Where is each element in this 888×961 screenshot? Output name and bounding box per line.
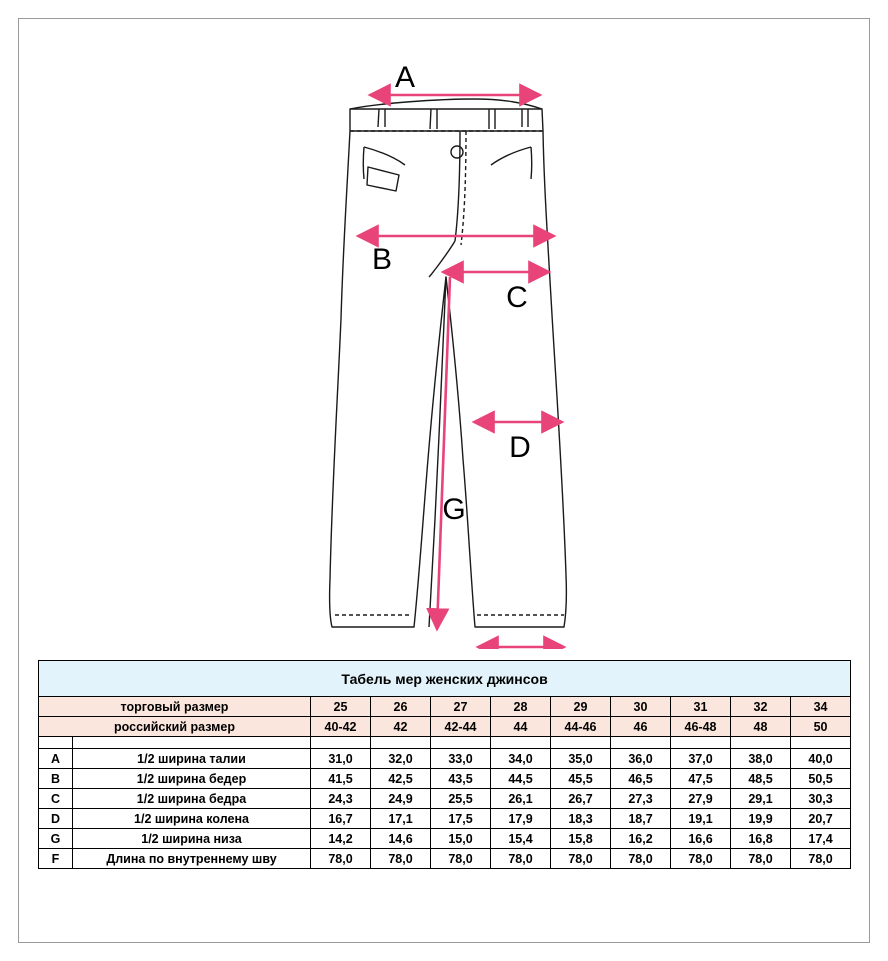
label-d: D [509,431,531,464]
row-g-v5: 16,2 [611,829,671,849]
russian-size-3: 44 [491,717,551,737]
row-c-v0: 24,3 [311,789,371,809]
row-f-v0: 78,0 [311,849,371,869]
row-b-v1: 42,5 [371,769,431,789]
label-b: B [371,243,393,276]
label-c: C [506,281,528,314]
row-g-v2: 15,0 [431,829,491,849]
russian-size-6: 46-48 [671,717,731,737]
row-f-v2: 78,0 [431,849,491,869]
row-name-c: 1/2 ширина бедра [73,789,311,809]
table-title-row [39,661,851,697]
row-c-v6: 27,9 [671,789,731,809]
russian-size-4: 44-46 [551,717,611,737]
row-c-v3: 26,1 [491,789,551,809]
russian-size-8: 50 [791,717,851,737]
row-b-v6: 47,5 [671,769,731,789]
row-a-v0: 31,0 [311,749,371,769]
row-b-v3: 44,5 [491,769,551,789]
table-row [39,809,851,829]
row-name-f: Длина по внутреннему шву [73,849,311,869]
row-g-v1: 14,6 [371,829,431,849]
row-g-v3: 15,4 [491,829,551,849]
row-letter-a: A [39,749,73,769]
table-row [39,769,851,789]
row-c-v4: 26,7 [551,789,611,809]
row-d-v8: 20,7 [791,809,851,829]
row-a-v5: 36,0 [611,749,671,769]
row-g-v8: 17,4 [791,829,851,849]
row-d-v6: 19,1 [671,809,731,829]
row-a-v6: 37,0 [671,749,731,769]
row-letter-f: F [39,849,73,869]
russian-size-7: 48 [731,717,791,737]
row-b-v5: 46,5 [611,769,671,789]
size-table [38,660,851,869]
row-a-v3: 34,0 [491,749,551,769]
row-letter-b: B [39,769,73,789]
row-name-d: 1/2 ширина колена [73,809,311,829]
russian-size-1: 42 [371,717,431,737]
size-table-wrapper [38,660,850,869]
row-name-a: 1/2 ширина талии [73,749,311,769]
row-a-v7: 38,0 [731,749,791,769]
table-row [39,749,851,769]
trade-size-3: 28 [491,697,551,717]
row-d-v2: 17,5 [431,809,491,829]
row-a-v8: 40,0 [791,749,851,769]
row-f-v8: 78,0 [791,849,851,869]
row-d-v1: 17,1 [371,809,431,829]
russian-size-0: 40-42 [311,717,371,737]
row-c-v8: 30,3 [791,789,851,809]
row-c-v1: 24,9 [371,789,431,809]
row-g-v7: 16,8 [731,829,791,849]
label-g: G [442,493,466,526]
row-g-v0: 14,2 [311,829,371,849]
row-name-b: 1/2 ширина бедер [73,769,311,789]
row-name-g: 1/2 ширина низа [73,829,311,849]
measure-arrows [358,95,564,647]
table-row [39,849,851,869]
row-f-v7: 78,0 [731,849,791,869]
table-row [39,789,851,809]
russian-size-2: 42-44 [431,717,491,737]
header-row-trade-size [39,697,851,717]
table-row [39,829,851,849]
trade-size-7: 32 [731,697,791,717]
header-row-russian-size [39,717,851,737]
row-g-v6: 16,6 [671,829,731,849]
row-b-v4: 45,5 [551,769,611,789]
label-a: A [394,61,416,94]
row-letter-c: C [39,789,73,809]
trade-size-1: 26 [371,697,431,717]
trade-size-2: 27 [431,697,491,717]
russian-size-5: 46 [611,717,671,737]
table-title: Табель мер женских джинсов [39,661,851,697]
jeans-measurement-diagram [19,19,869,649]
row-d-v3: 17,9 [491,809,551,829]
row-letter-d: D [39,809,73,829]
row-b-v7: 48,5 [731,769,791,789]
row-b-v2: 43,5 [431,769,491,789]
row-b-v8: 50,5 [791,769,851,789]
row-a-v4: 35,0 [551,749,611,769]
row-d-v5: 18,7 [611,809,671,829]
row-f-v1: 78,0 [371,849,431,869]
row-a-v1: 32,0 [371,749,431,769]
trade-size-5: 30 [611,697,671,717]
row-c-v7: 29,1 [731,789,791,809]
row-f-v4: 78,0 [551,849,611,869]
row-c-v2: 25,5 [431,789,491,809]
row-f-v6: 78,0 [671,849,731,869]
row-g-v4: 15,8 [551,829,611,849]
row-d-v0: 16,7 [311,809,371,829]
row-d-v7: 19,9 [731,809,791,829]
row-f-v3: 78,0 [491,849,551,869]
header-label-trade-size: торговый размер [39,697,311,717]
header-label-russian-size: российский размер [39,717,311,737]
trade-size-4: 29 [551,697,611,717]
row-c-v5: 27,3 [611,789,671,809]
trade-size-0: 25 [311,697,371,717]
row-d-v4: 18,3 [551,809,611,829]
trade-size-6: 31 [671,697,731,717]
row-f-v5: 78,0 [611,849,671,869]
row-letter-g: G [39,829,73,849]
table-spacer-row [39,737,851,749]
row-b-v0: 41,5 [311,769,371,789]
trade-size-8: 34 [791,697,851,717]
row-a-v2: 33,0 [431,749,491,769]
